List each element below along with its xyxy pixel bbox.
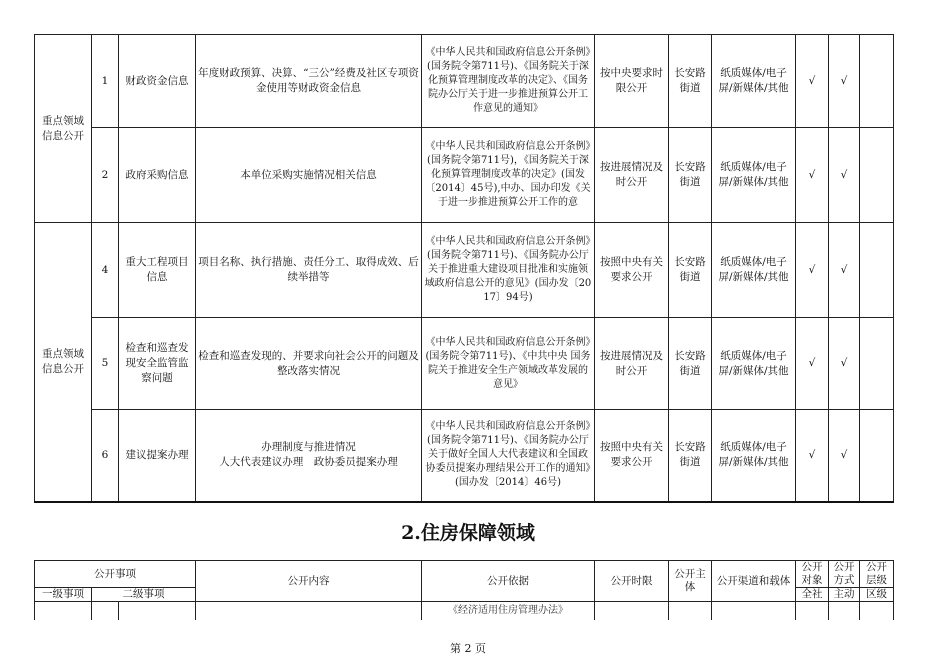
time-cell: 按中央要求时限公开 — [595, 35, 669, 128]
header-level1: 一级事项 — [35, 588, 92, 602]
item-name: 检查和巡查发现安全监管监察问题 — [119, 318, 196, 410]
basis-cell: 《中华人民共和国政府信息公开条例》(国务院令第711号)、《中共中央 国务院关于推进安全生产领域改革发展的意见》 — [422, 318, 595, 410]
domain-group-cell: 重点领域信息公开 — [35, 35, 92, 223]
basis-cell: 《中华人民共和国政府信息公开条例》(国务院令第711号)、《国务院办公厅关于推进重大建设项目批准和实施领域政府信息公开的意见》(国办发〔2017〕94号) — [422, 223, 595, 318]
domain-group-cell: 重点领域信息公开 — [35, 223, 92, 502]
check-mark: √ — [796, 410, 829, 502]
item-name: 财政资金信息 — [119, 35, 196, 128]
time-cell: 按进展情况及时公开 — [595, 128, 669, 223]
section-title: 2.住房保障领域 — [401, 522, 535, 544]
header-level: 公开层级 — [860, 561, 894, 588]
empty-cell — [860, 318, 894, 410]
subject-cell: 长安路街道 — [669, 410, 712, 502]
item-name: 政府采购信息 — [119, 128, 196, 223]
table-row — [35, 318, 894, 410]
content-cell: 年度财政预算、决算、“三公”经费及社区专项资金使用等财政资金信息 — [196, 35, 422, 128]
table-row — [35, 128, 894, 223]
header-basis: 公开依据 — [422, 561, 595, 602]
channel-cell: 纸质媒体/电子屏/新媒体/其他 — [712, 128, 796, 223]
check-mark: √ — [829, 128, 860, 223]
subject-cell: 长安路街道 — [669, 318, 712, 410]
time-cell: 按进展情况及时公开 — [595, 318, 669, 410]
row-number: 2 — [92, 128, 119, 223]
item-name: 建议提案办理 — [119, 410, 196, 502]
empty-cell — [860, 410, 894, 502]
content-cell: 项目名称、执行措施、责任分工、取得成效、后续举措等 — [196, 223, 422, 318]
check-mark: √ — [829, 410, 860, 502]
empty-cell — [860, 223, 894, 318]
basis-cell: 《中华人民共和国政府信息公开条例》(国务院令第711号)、《国务院办公厅关于做好全国人大代表建议和全国政协委员提案办理结果公开工作的通知》(国办发〔2014〕46号) — [422, 410, 595, 502]
row-number: 5 — [92, 318, 119, 410]
table-row — [35, 35, 894, 128]
item-name: 重大工程项目信息 — [119, 223, 196, 318]
check-mark: √ — [796, 128, 829, 223]
header-level-value: 区级 — [860, 588, 894, 602]
content-cell: 办理制度与推进情况 人大代表建议办理 政协委员提案办理 — [196, 410, 422, 502]
header-channel: 公开渠道和载体 — [712, 561, 796, 602]
time-cell: 按照中央有关要求公开 — [595, 223, 669, 318]
clipped-basis-text: 《经济适用住房管理办法》 — [448, 605, 568, 616]
header-time: 公开时限 — [595, 561, 669, 602]
subject-cell: 长安路街道 — [669, 35, 712, 128]
channel-cell: 纸质媒体/电子屏/新媒体/其他 — [712, 318, 796, 410]
row-number: 6 — [92, 410, 119, 502]
header-object: 公开对象 — [796, 561, 829, 588]
check-mark: √ — [796, 318, 829, 410]
disclosure-table — [34, 34, 894, 503]
header-subject: 公开主体 — [669, 561, 712, 602]
subject-cell: 长安路街道 — [669, 223, 712, 318]
header-content: 公开内容 — [196, 561, 422, 602]
header-mode-value: 主动 — [829, 588, 860, 602]
check-mark: √ — [796, 223, 829, 318]
check-mark: √ — [829, 35, 860, 128]
header-level2: 二级事项 — [92, 588, 196, 602]
check-mark: √ — [829, 223, 860, 318]
check-mark: √ — [829, 318, 860, 410]
header-matter: 公开事项 — [35, 561, 196, 588]
channel-cell: 纸质媒体/电子屏/新媒体/其他 — [712, 35, 796, 128]
basis-cell: 《中华人民共和国政府信息公开条例》(国务院令第711号)，《国务院关于深化预算管理制度改革的决定》(国发〔2014〕45号),中办、国办印发《关于进一步推进预算公开工作的意 — [422, 128, 595, 223]
check-mark: √ — [796, 35, 829, 128]
content-cell: 检查和巡查发现的、并要求向社会公开的问题及整改落实情况 — [196, 318, 422, 410]
empty-cell — [860, 128, 894, 223]
row-number: 4 — [92, 223, 119, 318]
content-cell: 本单位采购实施情况相关信息 — [196, 128, 422, 223]
basis-cell: 《中华人民共和国政府信息公开条例》(国务院令第711号)、《国务院关于深化预算管理制度改革的决定》、《国务院办公厅关于进一步推进预算公开工作意见的通知》 — [422, 35, 595, 128]
header-mode: 公开方式 — [829, 561, 860, 588]
subject-cell: 长安路街道 — [669, 128, 712, 223]
table-row — [35, 223, 894, 318]
channel-cell: 纸质媒体/电子屏/新媒体/其他 — [712, 410, 796, 502]
header-object-value: 全社 — [796, 588, 829, 602]
row-number: 1 — [92, 35, 119, 128]
time-cell: 按照中央有关要求公开 — [595, 410, 669, 502]
channel-cell: 纸质媒体/电子屏/新媒体/其他 — [712, 223, 796, 318]
empty-cell — [860, 35, 894, 128]
page-number: 第 2 页 — [450, 642, 486, 655]
table-row — [35, 410, 894, 502]
